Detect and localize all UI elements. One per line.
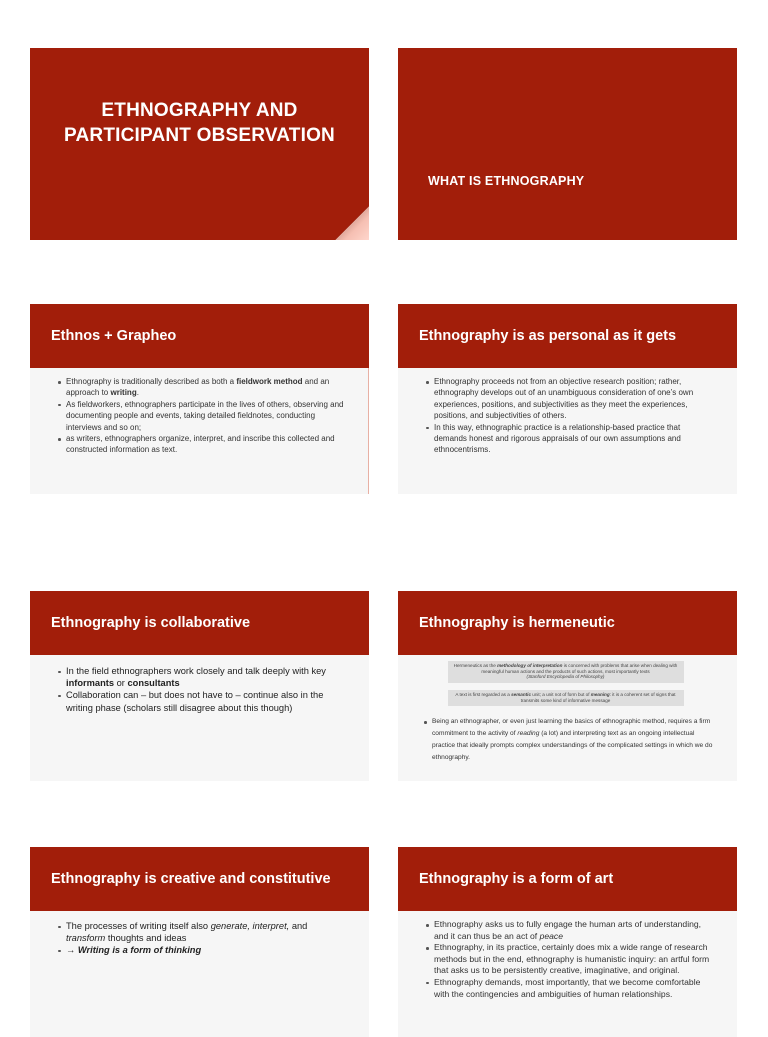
list-item: Being an ethnographer, or even just learning the basics of ethnographic method, requires a firm commitment to the activity of reading (a lot) and interpreting text as an ongoing intellectual practice that ideally prompts complex understandings of the complicated settings in which we do ethnography. [424,716,715,764]
slide-ethnos-grapheo [30,304,369,494]
section-title: WHAT IS ETHNOGRAPHY [428,174,585,188]
slide-collaborative [30,591,369,781]
page-curl-decoration [335,206,369,240]
slide-hermeneutic [398,591,737,781]
slide-title: ETHNOGRAPHY AND PARTICIPANT OBSERVATION [64,100,335,146]
list-item: In the field ethnographers work closely and talk deeply with key informants or consultants [58,665,347,689]
list-item: Ethnography asks us to fully engage the human arts of understanding, and it can thus be an act of peace [426,919,715,942]
list-item: As fieldworkers, ethnographers participate in the lives of others, observing and documenting people and events, taking detailed fieldnotes, conducting interviews and so on; [58,399,347,433]
slide-heading: Ethnos + Grapheo [30,304,369,368]
list-item: as writers, ethnographers organize, interpret, and inscribe this collected and constructed information as text. [58,433,347,456]
list-item: → Writing is a form of thinking [58,944,347,956]
slide-heading: Ethnography is a form of art [398,847,737,911]
bullet-list [50,665,347,714]
bullet-list [416,716,715,764]
bullet-list [418,376,715,456]
bullet-list [418,919,715,1000]
list-item: Ethnography demands, most importantly, that we become comfortable with the contingencies and ambiguities of human relationships. [426,977,715,1000]
list-item: In this way, ethnographic practice is a relationship-based practice that demands honest and rigorous appraisals of our own assumptions and ethnocentrisms. [426,422,715,456]
slide-creative [30,847,369,1037]
section-slide [398,48,737,240]
slide-heading: Ethnography is as personal as it gets [398,304,737,368]
quote-box: A text is first regarded as a semantic unit; a unit not of form but of meaning: it is a coherent set of signs that transmits some kind of informative message [448,690,684,706]
slide-art [398,847,737,1037]
bullet-list [50,920,347,957]
list-item: The processes of writing itself also generate, interpret, and transform thoughts and ideas [58,920,347,944]
slide-heading: Ethnography is hermeneutic [398,591,737,655]
list-item: Ethnography, in its practice, certainly does mix a wide range of research methods but in the end, ethnography is humanistic inquiry: an artful form that asks us to be persistently creative, imaginative, and original. [426,942,715,977]
list-item: Collaboration can – but does not have to – continue also in the writing phase (scholars still disagree about this though) [58,689,347,713]
list-item: Ethnography proceeds not from an objective research position; rather, ethnography develops out of an unambiguous consideration of one’s own experiences, positions, and subjectivities as they meet the experiences, positions, and subjectivities of others. [426,376,715,422]
slide-heading: Ethnography is creative and constitutive [30,847,369,911]
slide-heading: Ethnography is collaborative [30,591,369,655]
slide-personal [398,304,737,494]
bullet-list [50,376,347,456]
list-item: Ethnography is traditionally described as both a fieldwork method and an approach to writing. [58,376,347,399]
title-slide [30,48,369,240]
arrow-icon: → [66,945,76,956]
quote-box: Hermeneutics as the methodology of interpretation is concerned with problems that arise when dealing with meaningful human actions and the products of such actions, most importantly texts (Stanford Encyclopedia of Philosophy) [448,661,684,683]
